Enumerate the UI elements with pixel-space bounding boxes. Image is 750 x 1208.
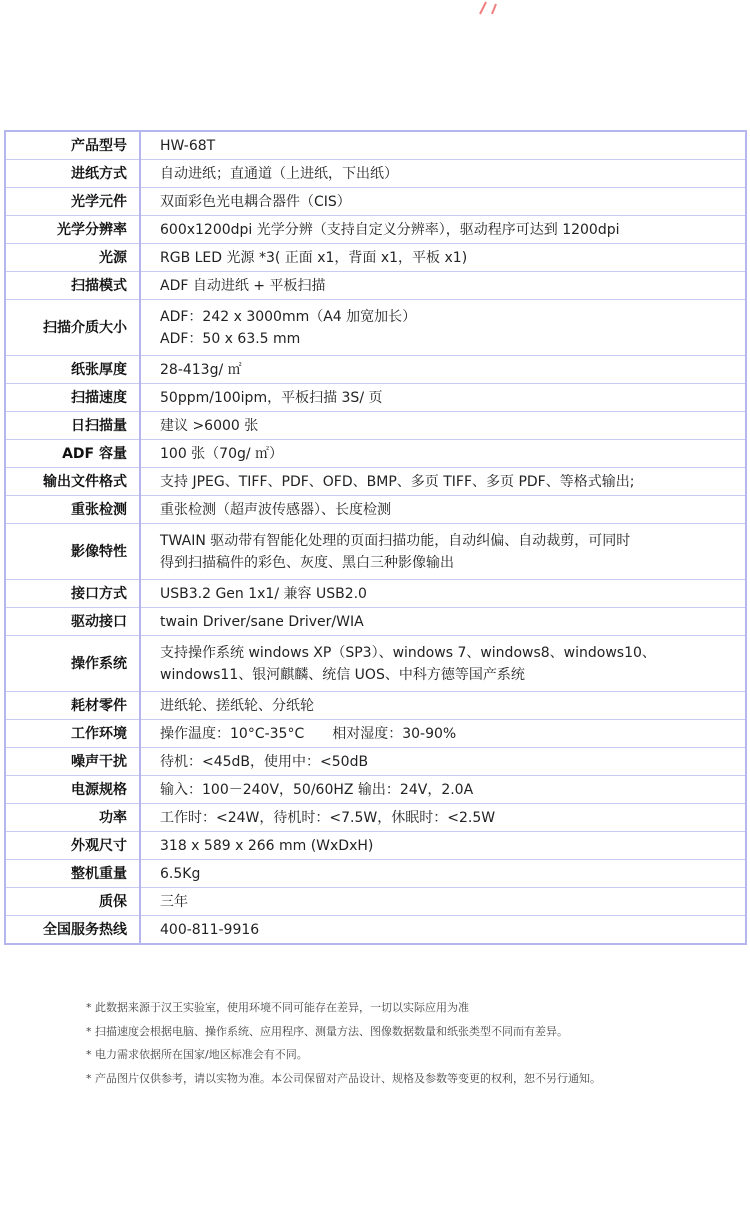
spec-value-line: 400-811-9916: [160, 921, 260, 938]
spec-value-line: twain Driver/sane Driver/WIA: [160, 613, 364, 630]
spec-label: 扫描介质大小: [5, 300, 140, 356]
spec-label: 耗材零件: [5, 692, 140, 720]
spec-value-line: 支持 JPEG、TIFF、PDF、OFD、BMP、多页 TIFF、多页 PDF、等格式输出;: [160, 473, 635, 490]
spec-value: [140, 608, 746, 636]
spec-value: [140, 468, 746, 496]
spec-row: [5, 412, 746, 440]
spec-value-line: 50ppm/100ipm，平板扫描 3S/ 页: [160, 389, 383, 406]
footnotes: [86, 996, 726, 1090]
spec-value-line: 进纸轮、搓纸轮、分纸轮: [160, 697, 314, 714]
spec-label: 光学元件: [5, 188, 140, 216]
spec-value: [140, 131, 746, 160]
spec-value-line: 建议 >6000 张: [160, 417, 259, 434]
spec-value-line: TWAIN 驱动带有智能化处理的页面扫描功能，自动纠偏、自动裁剪，可同时: [160, 532, 631, 549]
spec-value: [140, 888, 746, 916]
spec-row: [5, 916, 746, 945]
spec-row: [5, 356, 746, 384]
spec-row: [5, 888, 746, 916]
spec-value-line: 输入：100－240V，50/60HZ 输出：24V，2.0A: [160, 781, 474, 798]
spec-value-line: 600x1200dpi 光学分辨（支持自定义分辨率），驱动程序可达到 1200dpi: [160, 221, 620, 238]
footnote: * 扫描速度会根据电脑、操作系统、应用程序、测量方法、图像数据数量和纸张类型不同而有差异。: [86, 1024, 568, 1038]
spec-row: [5, 272, 746, 300]
spec-value-line: 重张检测（超声波传感器）、长度检测: [160, 501, 391, 518]
spec-value-line: ADF：242 x 3000mm（A4 加宽加长）: [160, 308, 417, 325]
spec-value: [140, 412, 746, 440]
spec-value: [140, 524, 746, 580]
spec-value: [140, 720, 746, 748]
spec-value: [140, 804, 746, 832]
spec-value: [140, 748, 746, 776]
footnote: * 电力需求依据所在国家/地区标准会有不同。: [86, 1048, 308, 1061]
spec-value: [140, 272, 746, 300]
spec-value: [140, 384, 746, 412]
spec-value: [140, 692, 746, 720]
spec-label: 电源规格: [5, 776, 140, 804]
spec-row: [5, 860, 746, 888]
spec-value-line: 待机：<45dB，使用中：<50dB: [160, 753, 369, 770]
spec-label: 光源: [5, 244, 140, 272]
spec-label: 重张检测: [5, 496, 140, 524]
spec-label: 功率: [5, 804, 140, 832]
spec-value: [140, 916, 746, 945]
spec-row: [5, 832, 746, 860]
spec-row: [5, 216, 746, 244]
spec-label: 操作系统: [5, 636, 140, 692]
spec-label: 整机重量: [5, 860, 140, 888]
spec-row: [5, 244, 746, 272]
decorative-stroke-icon: [470, 0, 520, 16]
spec-label: 影像特性: [5, 524, 140, 580]
spec-value: [140, 636, 746, 692]
footnote: * 产品图片仅供参考，请以实物为准。本公司保留对产品设计、规格及参数等变更的权利，恕不另行通知。: [86, 1071, 601, 1085]
spec-row: [5, 776, 746, 804]
spec-label: 驱动接口: [5, 608, 140, 636]
spec-label: 输出文件格式: [5, 468, 140, 496]
spec-label: 光学分辨率: [5, 216, 140, 244]
spec-value-line: 工作时：<24W，待机时：<7.5W，休眠时：<2.5W: [160, 809, 496, 826]
spec-value: [140, 188, 746, 216]
spec-value: [140, 356, 746, 384]
spec-value: [140, 496, 746, 524]
spec-value-line: 自动进纸；直通道（上进纸，下出纸）: [160, 165, 398, 182]
spec-value-line: 318 x 589 x 266 mm (WxDxH): [160, 837, 374, 854]
spec-value-line: 28-413g/ ㎡: [160, 361, 242, 378]
spec-value: [140, 216, 746, 244]
spec-value-line: 6.5Kg: [160, 865, 201, 882]
spec-label: 产品型号: [5, 131, 140, 160]
spec-row: [5, 496, 746, 524]
spec-value-line: RGB LED 光源 *3( 正面 x1，背面 x1，平板 x1): [160, 249, 468, 266]
spec-row: [5, 131, 746, 160]
spec-row: [5, 384, 746, 412]
spec-value-line: 得到扫描稿件的彩色、灰度、黑白三种影像输出: [160, 554, 454, 571]
spec-row: [5, 636, 746, 692]
spec-value-line: HW-68T: [160, 137, 216, 154]
spec-value-line: 双面彩色光电耦合器件（CIS）: [160, 193, 351, 210]
spec-row: [5, 804, 746, 832]
spec-row: [5, 692, 746, 720]
spec-value-line: 支持操作系统 windows XP（SP3）、windows 7、windows8、windows10、: [160, 644, 656, 661]
spec-row: [5, 580, 746, 608]
spec-label: 进纸方式: [5, 160, 140, 188]
spec-value: [140, 440, 746, 468]
spec-row: [5, 160, 746, 188]
spec-value-line: 操作温度：10°C-35°C 相对湿度：30-90%: [160, 725, 457, 742]
spec-value-line: 三年: [160, 893, 188, 910]
spec-value: [140, 776, 746, 804]
spec-label: 全国服务热线: [5, 916, 140, 945]
spec-row: [5, 720, 746, 748]
spec-value-line: ADF 自动进纸 + 平板扫描: [160, 277, 326, 294]
spec-value: [140, 244, 746, 272]
spec-value: [140, 160, 746, 188]
spec-label: 质保: [5, 888, 140, 916]
spec-label: 日扫描量: [5, 412, 140, 440]
spec-row: [5, 748, 746, 776]
spec-value-line: 100 张（70g/ ㎡）: [160, 445, 284, 462]
spec-label: 工作环境: [5, 720, 140, 748]
spec-row: [5, 608, 746, 636]
spec-label: 扫描速度: [5, 384, 140, 412]
spec-row: [5, 188, 746, 216]
spec-row: [5, 300, 746, 356]
footnote: * 此数据来源于汉王实验室，使用环境不同可能存在差异，一切以实际应用为准: [86, 1001, 469, 1014]
spec-value-line: ADF：50 x 63.5 mm: [160, 330, 301, 347]
spec-label: 噪声干扰: [5, 748, 140, 776]
spec-label: 外观尺寸: [5, 832, 140, 860]
spec-label: 纸张厚度: [5, 356, 140, 384]
spec-value-line: windows11、银河麒麟、统信 UOS、中科方德等国产系统: [160, 666, 525, 683]
spec-label: ADF 容量: [5, 440, 140, 468]
spec-value: [140, 832, 746, 860]
spec-row: [5, 524, 746, 580]
spec-row: [5, 440, 746, 468]
spec-value: [140, 300, 746, 356]
spec-label: 接口方式: [5, 580, 140, 608]
spec-label: 扫描模式: [5, 272, 140, 300]
spec-value-line: USB3.2 Gen 1x1/ 兼容 USB2.0: [160, 585, 367, 602]
spec-row: [5, 468, 746, 496]
spec-table: [4, 130, 747, 945]
spec-value: [140, 860, 746, 888]
spec-value: [140, 580, 746, 608]
